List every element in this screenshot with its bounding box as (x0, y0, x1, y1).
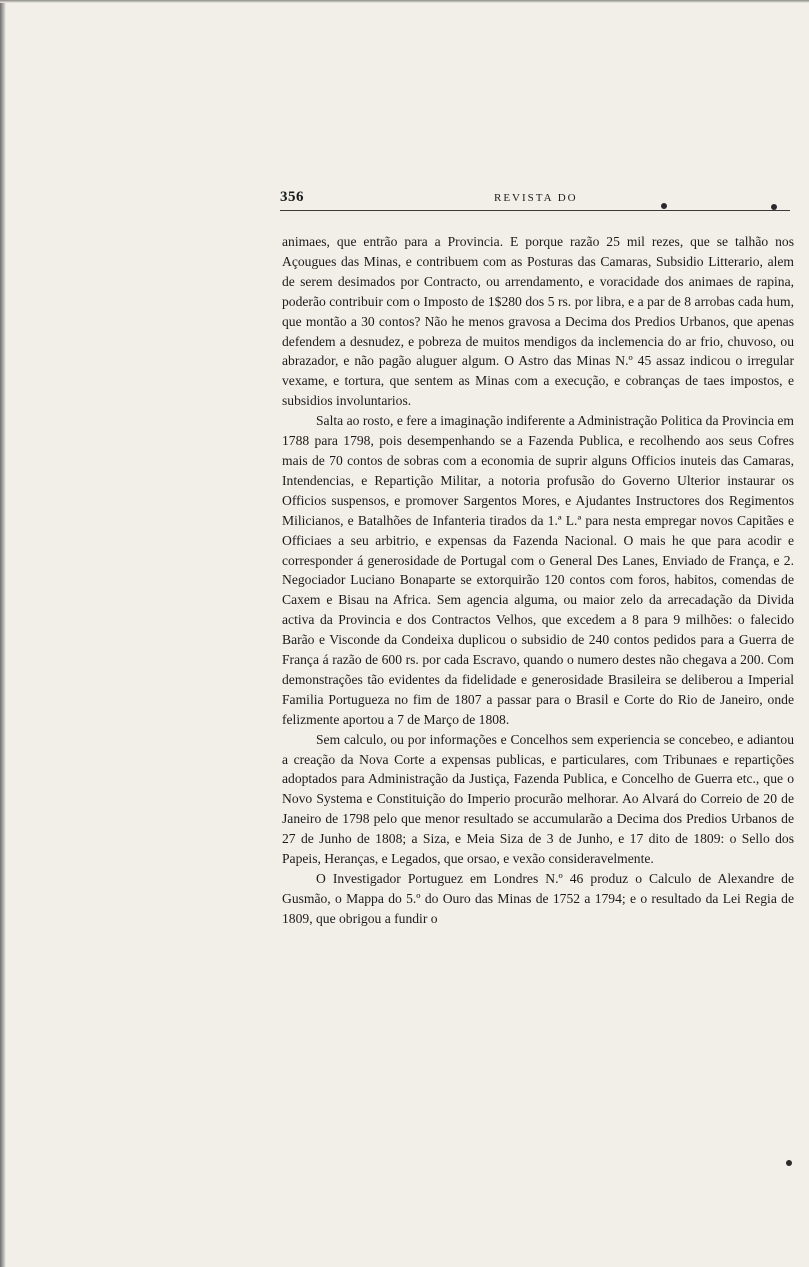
paragraph: Salta ao rosto, e fere a imaginação indiferente a Administração Politica da Provincia em 1788 para 1798, pois desempenhando se a Fazenda Publica, e recolhendo aos seus Cofres mais de 70 contos de sobras com a economia de suprir alguns Officios inuteis das Camaras, Intendencias, e Repartição Militar, a notoria profusão do Governo Ulterior instaurar os Officios suspensos, e promover Sargentos Mores, e Ajudantes Instructores dos Regimentos Milicianos, e Batalhões de Infanteria tirados da 1.ª L.ª para nesta empregar novos Capitães e Officiaes a seu arbitrio, e expensas da Fazenda Nacional. O mais he que para acodir e corresponder á generosidade de Portugal com o General Des Lanes, Enviado de França, e 2. Negociador Luciano Bonaparte se extorquirão 120 contos com foros, habitos, comendas de Caxem e Bisau na Africa. Sem agencia alguma, ou maior zelo da arrecadação da Divida activa da Provincia e dos Contractos Velhos, que excedem a 8 para 9 milhões: o falecido Barão e Visconde da Condeixa duplicou o subsidio de 240 contos pedidos para a Guerra de França á razão de 600 rs. por cada Escravo, quando o numero destes não chegava a 200. Com demonstrações tão evidentes da fidelidade e generosidade Brasileira se deliberou a Imperial Familia Portugueza no fim de 1807 a passar para o Brasil e Corte do Rio de Janeiro, onde felizmente aportou a 7 de Março de 1808. (282, 413, 794, 727)
ink-spot (771, 204, 777, 210)
scan-top-edge (0, 0, 809, 3)
body-text (282, 232, 794, 929)
ink-spot (661, 203, 667, 209)
page-number: 356 (280, 189, 304, 205)
paragraph: O Investigador Portuguez em Londres N.º 46 produz o Calculo de Alexandre de Gusmão, o Mappa do 5.º do Ouro das Minas de 1752 a 1794; e o resultado da Lei Regia de 1809, que obrigou a fundir o (282, 871, 794, 926)
running-head: REVISTA DO (494, 192, 578, 204)
paragraph: animaes, que entrão para a Provincia. E porque razão 25 mil rezes, que se talhão nos Açougues das Minas, e contribuem com as Posturas das Camaras, Subsidio Litterario, alem de serem desimados por Contracto, ou arrendamento, e voracidade dos animaes de rapina, poderão contribuir com o Imposto de 1$280 dos 5 rs. por libra, e a par de 8 arrobas cada hum, que montão a 30 contos? Não he menos gravosa a Decima dos Predios Urbanos, que apenas defendem a desnudez, e pobreza de muitos mendigos da inclemencia do ar frio, chuvoso, ou abrazador, e não pagão aluguer algum. O Astro das Minas N.º 45 assaz indicou o irregular vexame, e tortura, que sentem as Minas com a execução, e cobranças de taes impostos, e subsidios involuntarios. (282, 234, 794, 409)
ink-spot (786, 1160, 792, 1166)
page-header (280, 189, 790, 211)
scan-left-edge (0, 0, 6, 1267)
paragraph: Sem calculo, ou por informações e Concelhos sem experiencia se concebeo, e adiantou a creação da Nova Corte a expensas publicas, e particulares, com Tribunaes e repartições adoptados para Administração da Justiça, Fazenda Publica, e Concelho de Guerra etc., que o Novo Systema e Constituição do Imperio procurão melhorar. Ao Alvará do Correio de 20 de Janeiro de 1798 pelo que menor resultado se accumularão a Decima dos Predios Urbanos de 27 de Junho de 1808; a Siza, e Meia Siza de 3 de Junho, e 17 dito de 1809: o Sello dos Papeis, Heranças, e Legados, que orsao, e vexão consideravelmente. (282, 731, 794, 867)
header-rule (280, 210, 790, 211)
